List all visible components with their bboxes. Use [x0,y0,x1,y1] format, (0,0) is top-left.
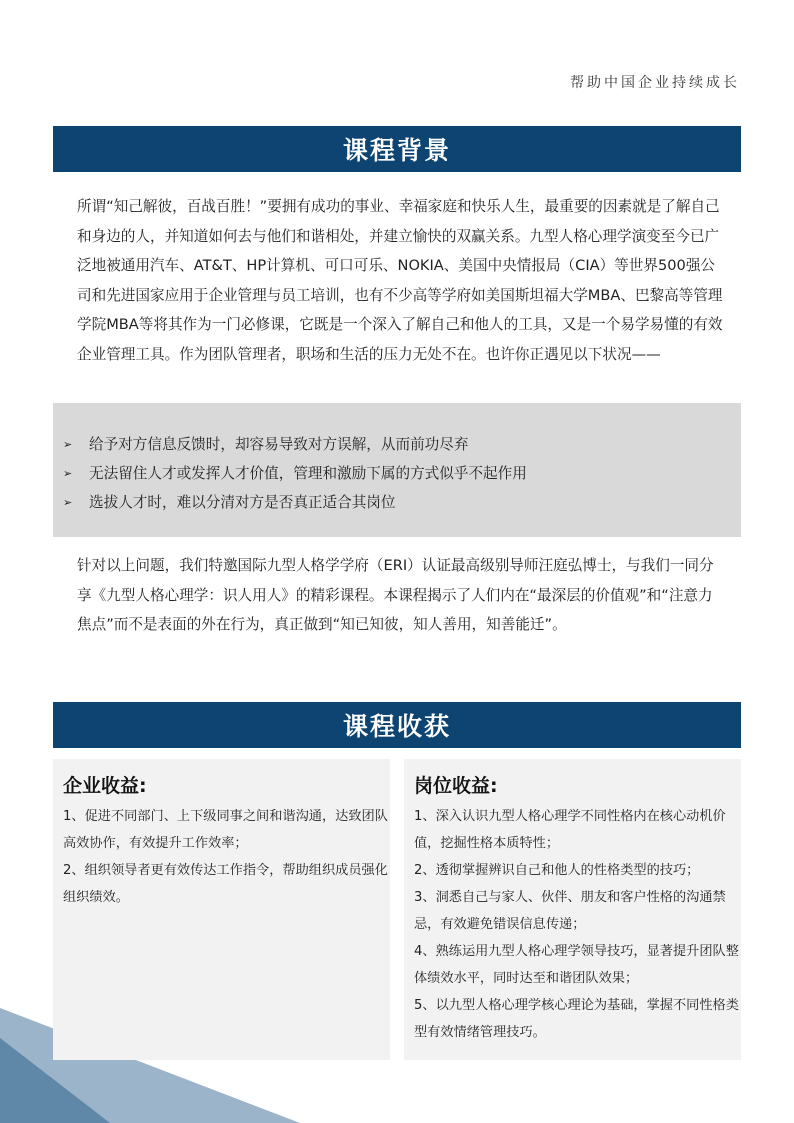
situation-text: 无法留住人才或发挥人才价值，管理和激励下属的方式似乎不起作用 [89,465,527,482]
position-benefits-title: 岗位收益: [414,775,498,797]
situation-text: 给予对方信息反馈时，却容易导致对方误解，从而前功尽弃 [89,436,469,453]
benefit-item: 1、促进不同部门、上下级同事之间和谐沟通，达致团队高效协作，有效提升工作效率； [63,809,388,851]
enterprise-benefits-list [63,803,388,911]
section-title-gains [53,702,741,748]
enterprise-benefits-card [53,759,390,1060]
background-intro-paragraph: 所谓“知己解彼，百战百胜！”要拥有成功的事业、幸福家庭和快乐人生，最重要的因素就是了解自己和身边的人，并知道如何去与他们和谐相处，并建立愉快的双赢关系。九型人格心理学演变至今已广泛地被通用汽车、AT&T、HP计算机、可口可乐、NOKIA、美国中央情报局（CIA）等世界500强公司和先进国家应用于企业管理与员工培训，也有不少高等学府如美国斯坦福大学MBA、巴黎高等管理学院MBA等将其作为一门必修课，它既是一个深入了解自己和他人的工具，又是一个易学易懂的有效企业管理工具。作为团队管理者，职场和生活的压力无处不在。也许你正遇见以下状况—— [77,198,723,363]
header-tagline: 帮助中国企业持续成长 [570,75,740,91]
arrow-bullet-icon: ➢ [63,438,73,451]
situation-item [63,430,527,459]
position-benefits-list [414,803,739,1046]
enterprise-benefits-title: 企业收益: [63,775,147,797]
background-outro-paragraph: 针对以上问题，我们特邀国际九型人格学学府（ERI）认证最高级别导师汪庭弘博士，与我们一同分享《九型人格心理学：识人用人》的精彩课程。本课程揭示了人们内在“最深层的价值观”和“注意力焦点”而不是表面的外在行为，真正做到“知已知彼，知人善用，知善能迁”。 [77,557,714,633]
benefit-item: 5、以九型人格心理学核心理论为基础，掌握不同性格类型有效情绪管理技巧。 [414,998,739,1040]
situation-item [63,488,527,517]
benefit-item: 2、透彻掌握辨识自己和他人的性格类型的技巧； [414,863,700,878]
benefit-item: 4、熟练运用九型人格心理学领导技巧，显著提升团队整体绩效水平，同时达至和谐团队效果； [414,944,739,986]
section-title-text: 课程收获 [342,712,451,741]
position-benefits-card [404,759,741,1060]
benefit-item: 1、深入认识九型人格心理学不同性格内在核心动机价值，挖掘性格本质特性； [414,809,726,851]
benefit-item: 3、洞悉自己与家人、伙伴、朋友和客户性格的沟通禁忌，有效避免错误信息传递； [414,890,726,932]
situation-item [63,459,527,488]
situation-text: 选拔人才时，难以分清对方是否真正适合其岗位 [89,494,396,511]
section-title-text: 课程背景 [342,136,451,165]
arrow-bullet-icon: ➢ [63,496,73,509]
benefit-item: 2、组织领导者更有效传达工作指令，帮助组织成员强化组织绩效。 [63,863,388,905]
arrow-bullet-icon: ➢ [63,467,73,480]
section-title-background [53,126,741,172]
situations-list [63,430,527,517]
